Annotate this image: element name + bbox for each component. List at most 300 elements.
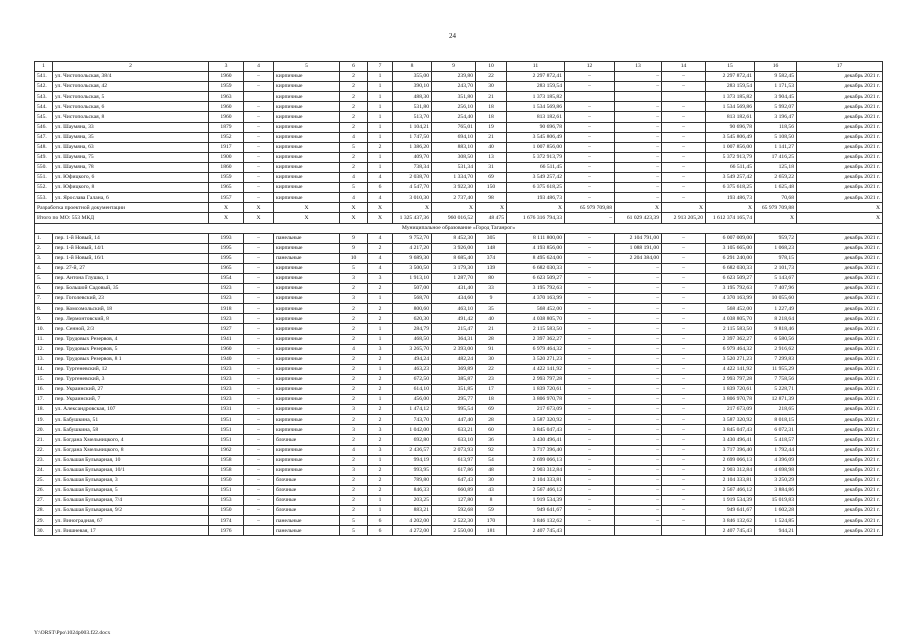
table-cell: 2 993 797,28 bbox=[706, 374, 755, 384]
table-cell: 2 699 066,13 bbox=[507, 455, 565, 465]
table-cell: 13. bbox=[35, 354, 53, 364]
table-cell: 256,10 bbox=[432, 102, 476, 112]
table-cell: 12 871,39 bbox=[755, 395, 797, 405]
table-cell bbox=[662, 92, 706, 102]
table-cell: пер. 1-й Новый, 16/1 bbox=[53, 253, 209, 263]
table-cell: 494,24 bbox=[393, 354, 432, 364]
table-cell: – bbox=[662, 243, 706, 253]
table-cell: 2 bbox=[53, 62, 209, 72]
table-cell: – bbox=[662, 344, 706, 354]
table-cell: – bbox=[565, 273, 615, 283]
table-cell: 542. bbox=[35, 82, 53, 92]
table-cell: ул. Большая Бульварная, 7/4 bbox=[53, 496, 209, 506]
table-cell: – bbox=[615, 475, 662, 485]
table-cell: 7 299,83 bbox=[755, 354, 797, 364]
table-cell: X bbox=[340, 213, 368, 223]
table-cell: 1 bbox=[368, 132, 393, 142]
table-cell: декабрь 2021 г. bbox=[797, 92, 883, 102]
table-cell: декабрь 2021 г. bbox=[797, 485, 883, 495]
table-cell: кирпичные bbox=[274, 455, 340, 465]
table-cell: 1 bbox=[368, 102, 393, 112]
table-row bbox=[35, 324, 883, 334]
table-cell: 468,50 bbox=[393, 334, 432, 344]
table-cell: 3 bbox=[340, 425, 368, 435]
table-cell bbox=[615, 526, 662, 536]
table-cell: 1 747,50 bbox=[393, 132, 432, 142]
table-cell: – bbox=[565, 385, 615, 395]
table-cell: 1 042,00 bbox=[393, 425, 432, 435]
table-cell: декабрь 2021 г. bbox=[797, 526, 883, 536]
table-row bbox=[35, 132, 883, 142]
table-cell: 552. bbox=[35, 183, 53, 193]
table-cell: 2 bbox=[340, 364, 368, 374]
table-row bbox=[35, 334, 883, 344]
table-cell: 546. bbox=[35, 122, 53, 132]
table-cell: 6 375 618,25 bbox=[706, 183, 755, 193]
table-cell: декабрь 2021 г. bbox=[797, 354, 883, 364]
table-cell: 14. bbox=[35, 364, 53, 374]
table-cell: 2 bbox=[368, 475, 393, 485]
table-cell: декабрь 2021 г. bbox=[797, 193, 883, 203]
table-cell: 1 913,10 bbox=[393, 273, 432, 283]
table-cell: 90 696,78 bbox=[706, 122, 755, 132]
table-cell: декабрь 2021 г. bbox=[797, 284, 883, 294]
table-cell: – bbox=[244, 435, 274, 445]
table-cell: 3 bbox=[340, 294, 368, 304]
table-cell: 33 bbox=[476, 284, 507, 294]
table-cell: 1923 bbox=[209, 374, 244, 384]
table-cell: 633,21 bbox=[432, 425, 476, 435]
table-cell: – bbox=[565, 374, 615, 384]
table-cell: 9 818,46 bbox=[755, 324, 797, 334]
table-cell: 15. bbox=[35, 374, 53, 384]
table-cell: – bbox=[244, 445, 274, 455]
table-cell: ул. Большая Бульварная, 3 bbox=[53, 475, 209, 485]
table-cell: – bbox=[615, 425, 662, 435]
table-cell: – bbox=[565, 132, 615, 142]
table-cell: 550. bbox=[35, 162, 53, 172]
table-cell: – bbox=[565, 425, 615, 435]
table-cell: 5 992,07 bbox=[755, 102, 797, 112]
table-cell: 568 452,00 bbox=[507, 304, 565, 314]
table-cell: – bbox=[662, 183, 706, 193]
table-cell: 1 474,12 bbox=[393, 405, 432, 415]
table-cell: 738,34 bbox=[393, 162, 432, 172]
table-cell: 1993 bbox=[209, 233, 244, 243]
table-row bbox=[35, 173, 883, 183]
table-cell: 1976 bbox=[209, 526, 244, 536]
table-cell: – bbox=[615, 465, 662, 475]
table-cell: панельные bbox=[274, 526, 340, 536]
table-cell: 4 bbox=[340, 132, 368, 142]
table-cell: X bbox=[340, 203, 368, 213]
table-cell: 789,80 bbox=[393, 475, 432, 485]
table-cell: – bbox=[615, 263, 662, 273]
table-cell: – bbox=[662, 314, 706, 324]
table-cell: 16 bbox=[755, 62, 797, 72]
table-row bbox=[35, 142, 883, 152]
table-cell: 2 bbox=[340, 112, 368, 122]
table-cell: 18. bbox=[35, 405, 53, 415]
table-cell: 4 bbox=[368, 233, 393, 243]
header-row bbox=[35, 62, 883, 72]
table-cell: 305 bbox=[476, 233, 507, 243]
table-cell: 15 019,83 bbox=[755, 496, 797, 506]
table-cell: 1 bbox=[368, 92, 393, 102]
table-cell: X bbox=[244, 203, 274, 213]
table-cell: 2 bbox=[340, 102, 368, 112]
table-cell: 66 511,45 bbox=[507, 162, 565, 172]
table-cell: – bbox=[244, 122, 274, 132]
table-cell: 1 bbox=[368, 455, 393, 465]
table-cell: 243,70 bbox=[432, 82, 476, 92]
table-cell: – bbox=[565, 516, 615, 526]
table-cell: 11 bbox=[507, 62, 565, 72]
table-cell: – bbox=[565, 354, 615, 364]
table-cell: кирпичные bbox=[274, 102, 340, 112]
table-cell: – bbox=[565, 465, 615, 475]
table-cell: 17 bbox=[797, 62, 883, 72]
table-cell: 2 104 791,00 bbox=[615, 233, 662, 243]
table-cell: – bbox=[662, 516, 706, 526]
table-cell: 4 038 805,70 bbox=[706, 314, 755, 324]
table-cell: 217 673,09 bbox=[706, 405, 755, 415]
table-cell: 23 bbox=[476, 374, 507, 384]
table-cell: декабрь 2021 г. bbox=[797, 385, 883, 395]
table-row bbox=[35, 485, 883, 495]
table-row bbox=[35, 385, 883, 395]
table-cell: ул. Чистопольская, 8 bbox=[53, 112, 209, 122]
table-cell: – bbox=[615, 284, 662, 294]
table-cell: 531,34 bbox=[432, 162, 476, 172]
table-cell: 1940 bbox=[209, 354, 244, 364]
table-cell: 254,40 bbox=[432, 112, 476, 122]
table-cell: декабрь 2021 г. bbox=[797, 475, 883, 485]
table-cell: 30. bbox=[35, 526, 53, 536]
table-cell: – bbox=[662, 405, 706, 415]
table-cell: 1 839 720,61 bbox=[507, 385, 565, 395]
table-cell: 4 422 141,92 bbox=[706, 364, 755, 374]
table-cell: кирпичные bbox=[274, 465, 340, 475]
table-cell: 9. bbox=[35, 314, 53, 324]
table-cell: 5 bbox=[340, 183, 368, 193]
table-cell: X bbox=[706, 203, 755, 213]
table-cell: 125,18 bbox=[755, 162, 797, 172]
table-cell: 1995 bbox=[209, 243, 244, 253]
table-cell: пер. Трудовых Резервов, 4 bbox=[53, 334, 209, 344]
table-row bbox=[35, 354, 883, 364]
table-cell: ул. Александровская, 107 bbox=[53, 405, 209, 415]
table-cell: 949 641,67 bbox=[507, 506, 565, 516]
table-cell: 2 bbox=[340, 284, 368, 294]
table-cell: 1960 bbox=[209, 112, 244, 122]
table-row bbox=[35, 233, 883, 243]
table-cell: 1960 bbox=[209, 344, 244, 354]
table-cell: – bbox=[615, 122, 662, 132]
table-cell: 800,60 bbox=[393, 304, 432, 314]
table-cell: 3 105 665,00 bbox=[706, 243, 755, 253]
table-cell: – bbox=[662, 72, 706, 82]
table-cell: – bbox=[615, 415, 662, 425]
table-cell: 2 297 872,41 bbox=[507, 72, 565, 82]
table-cell: – bbox=[615, 445, 662, 455]
table-cell: – bbox=[615, 354, 662, 364]
table-cell: ул. Юфицкого, 8 bbox=[53, 183, 209, 193]
table-cell: 6 682 030,33 bbox=[507, 263, 565, 273]
table-cell: 1 373 185,82 bbox=[507, 92, 565, 102]
table-cell: – bbox=[662, 112, 706, 122]
table-cell: – bbox=[615, 112, 662, 122]
table-cell: 1 534 569,86 bbox=[706, 102, 755, 112]
table-cell: 813 182,61 bbox=[507, 112, 565, 122]
table-row bbox=[35, 193, 883, 203]
table-cell: 8 bbox=[393, 62, 432, 72]
table-cell: 2 bbox=[368, 415, 393, 425]
table-cell: 1 bbox=[368, 506, 393, 516]
table-cell: 7 bbox=[368, 62, 393, 72]
table-cell: – bbox=[565, 455, 615, 465]
table-cell: 13 bbox=[615, 62, 662, 72]
table-cell: 3 717 396,40 bbox=[507, 445, 565, 455]
table-cell: 434,60 bbox=[432, 294, 476, 304]
table-cell: пер. Трудовых Резервов, 8 1 bbox=[53, 354, 209, 364]
table-cell: 2 397 362,27 bbox=[706, 334, 755, 344]
table-cell: X bbox=[209, 213, 244, 223]
table-cell: 1917 bbox=[209, 142, 244, 152]
table-row bbox=[35, 344, 883, 354]
table-cell: 1957 bbox=[209, 193, 244, 203]
table-row bbox=[35, 415, 883, 425]
table-cell: – bbox=[244, 354, 274, 364]
table-cell: X bbox=[615, 203, 662, 213]
table-cell: 24. bbox=[35, 465, 53, 475]
table-cell: – bbox=[244, 132, 274, 142]
table-cell: пер. Тургеневский, 12 bbox=[53, 364, 209, 374]
table-cell: декабрь 2021 г. bbox=[797, 445, 883, 455]
table-cell: декабрь 2021 г. bbox=[797, 415, 883, 425]
table-cell: – bbox=[565, 122, 615, 132]
table-cell: – bbox=[615, 72, 662, 82]
table-cell: 531,80 bbox=[393, 102, 432, 112]
table-cell: 65 979 709,88 bbox=[755, 203, 797, 213]
table-cell: – bbox=[244, 324, 274, 334]
table-cell: Муниципальное образование «Город Таганрог» bbox=[35, 223, 883, 233]
table-cell: 1 068,23 bbox=[755, 243, 797, 253]
table-cell: 3 717 396,40 bbox=[706, 445, 755, 455]
table-cell: 488,30 bbox=[393, 92, 432, 102]
table-cell: 1941 bbox=[209, 334, 244, 344]
table-cell: – bbox=[565, 344, 615, 354]
table-cell: 1951 bbox=[209, 485, 244, 495]
table-cell: 1 534 569,86 bbox=[507, 102, 565, 112]
table-cell: 8 452,30 bbox=[432, 233, 476, 243]
table-cell: – bbox=[244, 364, 274, 374]
table-cell: 960 016,52 bbox=[432, 213, 476, 223]
table-cell: 5 372 913,79 bbox=[507, 152, 565, 162]
table-cell: 2 bbox=[340, 385, 368, 395]
table-cell: – bbox=[615, 344, 662, 354]
table-cell: – bbox=[615, 294, 662, 304]
table-cell: 2 bbox=[368, 435, 393, 445]
table-cell: 617,86 bbox=[432, 465, 476, 475]
table-cell: X bbox=[432, 203, 476, 213]
table-cell: блочные bbox=[274, 485, 340, 495]
table-cell: кирпичные bbox=[274, 354, 340, 364]
table-cell: 2 bbox=[340, 415, 368, 425]
table-cell: 613,97 bbox=[432, 455, 476, 465]
table-cell: декабрь 2021 г. bbox=[797, 364, 883, 374]
table-cell: 1 bbox=[368, 324, 393, 334]
table-cell: – bbox=[662, 496, 706, 506]
table-cell: – bbox=[662, 485, 706, 495]
table-cell: 2 bbox=[368, 354, 393, 364]
table-cell: 2 104 333,81 bbox=[706, 475, 755, 485]
table-cell: кирпичные bbox=[274, 112, 340, 122]
table-cell: 592,68 bbox=[432, 506, 476, 516]
table-cell: – bbox=[662, 415, 706, 425]
table-cell: 3 545 806,49 bbox=[706, 132, 755, 142]
table-cell: 3 196,47 bbox=[755, 112, 797, 122]
table-row bbox=[35, 253, 883, 263]
table-cell: пер. 1-й Новый, 14/1 bbox=[53, 243, 209, 253]
table-cell: декабрь 2021 г. bbox=[797, 496, 883, 506]
table-cell: 672,50 bbox=[393, 374, 432, 384]
table-cell: – bbox=[244, 273, 274, 283]
table-cell: – bbox=[615, 82, 662, 92]
table-cell: 5 372 913,79 bbox=[706, 152, 755, 162]
file-path-footer: Y:\ORST\Ppo\1024p003.f22.docx bbox=[34, 630, 111, 636]
table-cell: 995,54 bbox=[432, 405, 476, 415]
table-cell: 4 698,98 bbox=[755, 465, 797, 475]
table-row bbox=[35, 455, 883, 465]
table-cell: 3 806 970,78 bbox=[507, 395, 565, 405]
table-cell: – bbox=[244, 485, 274, 495]
table-cell: декабрь 2021 г. bbox=[797, 132, 883, 142]
table-cell: – bbox=[244, 82, 274, 92]
table-cell: 1879 bbox=[209, 122, 244, 132]
table-cell: 181 bbox=[476, 526, 507, 536]
table-cell: 2 038,70 bbox=[393, 173, 432, 183]
table-cell: 3 430 496,41 bbox=[706, 435, 755, 445]
table-cell: 463,23 bbox=[393, 364, 432, 374]
table-cell: 127,80 bbox=[432, 496, 476, 506]
table-cell: 1952 bbox=[209, 132, 244, 142]
table-cell: X bbox=[393, 203, 432, 213]
table-cell: 4 038 805,70 bbox=[507, 314, 565, 324]
table-cell: 1 007 856,00 bbox=[706, 142, 755, 152]
table-cell: 1 007 856,00 bbox=[507, 142, 565, 152]
table-cell: 2 104 333,81 bbox=[507, 475, 565, 485]
table-cell: 5 108,50 bbox=[755, 132, 797, 142]
table-cell: 3 bbox=[340, 405, 368, 415]
table-cell: 66 511,45 bbox=[706, 162, 755, 172]
table-cell: 3 845 047,43 bbox=[507, 425, 565, 435]
table-row bbox=[35, 284, 883, 294]
table-cell: 6 979 464,32 bbox=[507, 344, 565, 354]
table-cell: 4 bbox=[368, 173, 393, 183]
table-cell: 3 bbox=[209, 62, 244, 72]
table-cell: 1951 bbox=[209, 435, 244, 445]
table-cell: – bbox=[565, 72, 615, 82]
table-cell: – bbox=[244, 385, 274, 395]
table-cell: – bbox=[615, 324, 662, 334]
table-cell: 2 bbox=[368, 465, 393, 475]
table-cell: декабрь 2021 г. bbox=[797, 72, 883, 82]
table-cell: 553. bbox=[35, 193, 53, 203]
table-cell: ул. Большая Бульварная, 10/1 bbox=[53, 465, 209, 475]
table-cell: 1 625,48 bbox=[755, 183, 797, 193]
table-cell: 4 bbox=[368, 263, 393, 273]
table-cell: 1923 bbox=[209, 395, 244, 405]
table-cell: 1 676 316 794,33 bbox=[507, 213, 565, 223]
table-cell: – bbox=[244, 334, 274, 344]
table-cell: 2 397 362,27 bbox=[507, 334, 565, 344]
table-row bbox=[35, 162, 883, 172]
table-cell: – bbox=[662, 122, 706, 132]
table-cell: 978,15 bbox=[755, 253, 797, 263]
table-cell: 1 bbox=[368, 294, 393, 304]
table-cell: – bbox=[615, 506, 662, 516]
table-cell: 3 545 806,49 bbox=[507, 132, 565, 142]
table-cell: 1965 bbox=[209, 263, 244, 273]
table-cell bbox=[662, 526, 706, 536]
table-cell: 7 758,56 bbox=[755, 374, 797, 384]
table-cell: 1 373 185,82 bbox=[706, 92, 755, 102]
table-cell: кирпичные bbox=[274, 142, 340, 152]
table-cell: 80 bbox=[476, 273, 507, 283]
table-cell: 1931 bbox=[209, 405, 244, 415]
table-cell: – bbox=[244, 183, 274, 193]
table-cell: 6 375 618,25 bbox=[507, 183, 565, 193]
table-cell: 3 010,30 bbox=[393, 193, 432, 203]
table-cell: 3 bbox=[340, 465, 368, 475]
table-cell: 20. bbox=[35, 425, 53, 435]
table-row bbox=[35, 374, 883, 384]
table-cell: – bbox=[615, 152, 662, 162]
table-row bbox=[35, 294, 883, 304]
table-row bbox=[35, 435, 883, 445]
table-cell: блочные bbox=[274, 435, 340, 445]
table-cell: 1 171,53 bbox=[755, 82, 797, 92]
table-cell: 5 bbox=[340, 142, 368, 152]
table-cell: – bbox=[565, 243, 615, 253]
table-cell: 36 bbox=[476, 435, 507, 445]
table-cell: 994,19 bbox=[393, 455, 432, 465]
table-cell: декабрь 2021 г. bbox=[797, 142, 883, 152]
table-cell: – bbox=[244, 455, 274, 465]
table-cell: – bbox=[244, 233, 274, 243]
table-cell: панельные bbox=[274, 516, 340, 526]
table-cell: 369,89 bbox=[432, 364, 476, 374]
table-row bbox=[35, 516, 883, 526]
table-cell: – bbox=[662, 506, 706, 516]
table-cell: 2 699 066,13 bbox=[706, 455, 755, 465]
table-cell: кирпичные bbox=[274, 92, 340, 102]
table-cell: – bbox=[565, 324, 615, 334]
table-cell: декабрь 2021 г. bbox=[797, 183, 883, 193]
table-cell: 69 bbox=[476, 173, 507, 183]
table-cell: 3 922,30 bbox=[432, 183, 476, 193]
table-cell: – bbox=[565, 193, 615, 203]
table-cell: 3 587 320,92 bbox=[507, 415, 565, 425]
table-cell: 9 689,30 bbox=[393, 253, 432, 263]
table-cell: ул. Большая Бульварная, 9/2 bbox=[53, 506, 209, 516]
table-cell: 2 bbox=[368, 485, 393, 495]
table-cell: кирпичные bbox=[274, 374, 340, 384]
table-cell: 2 bbox=[340, 496, 368, 506]
table-cell: 1950 bbox=[209, 506, 244, 516]
table-cell: 1 612 374 165,74 bbox=[706, 213, 755, 223]
